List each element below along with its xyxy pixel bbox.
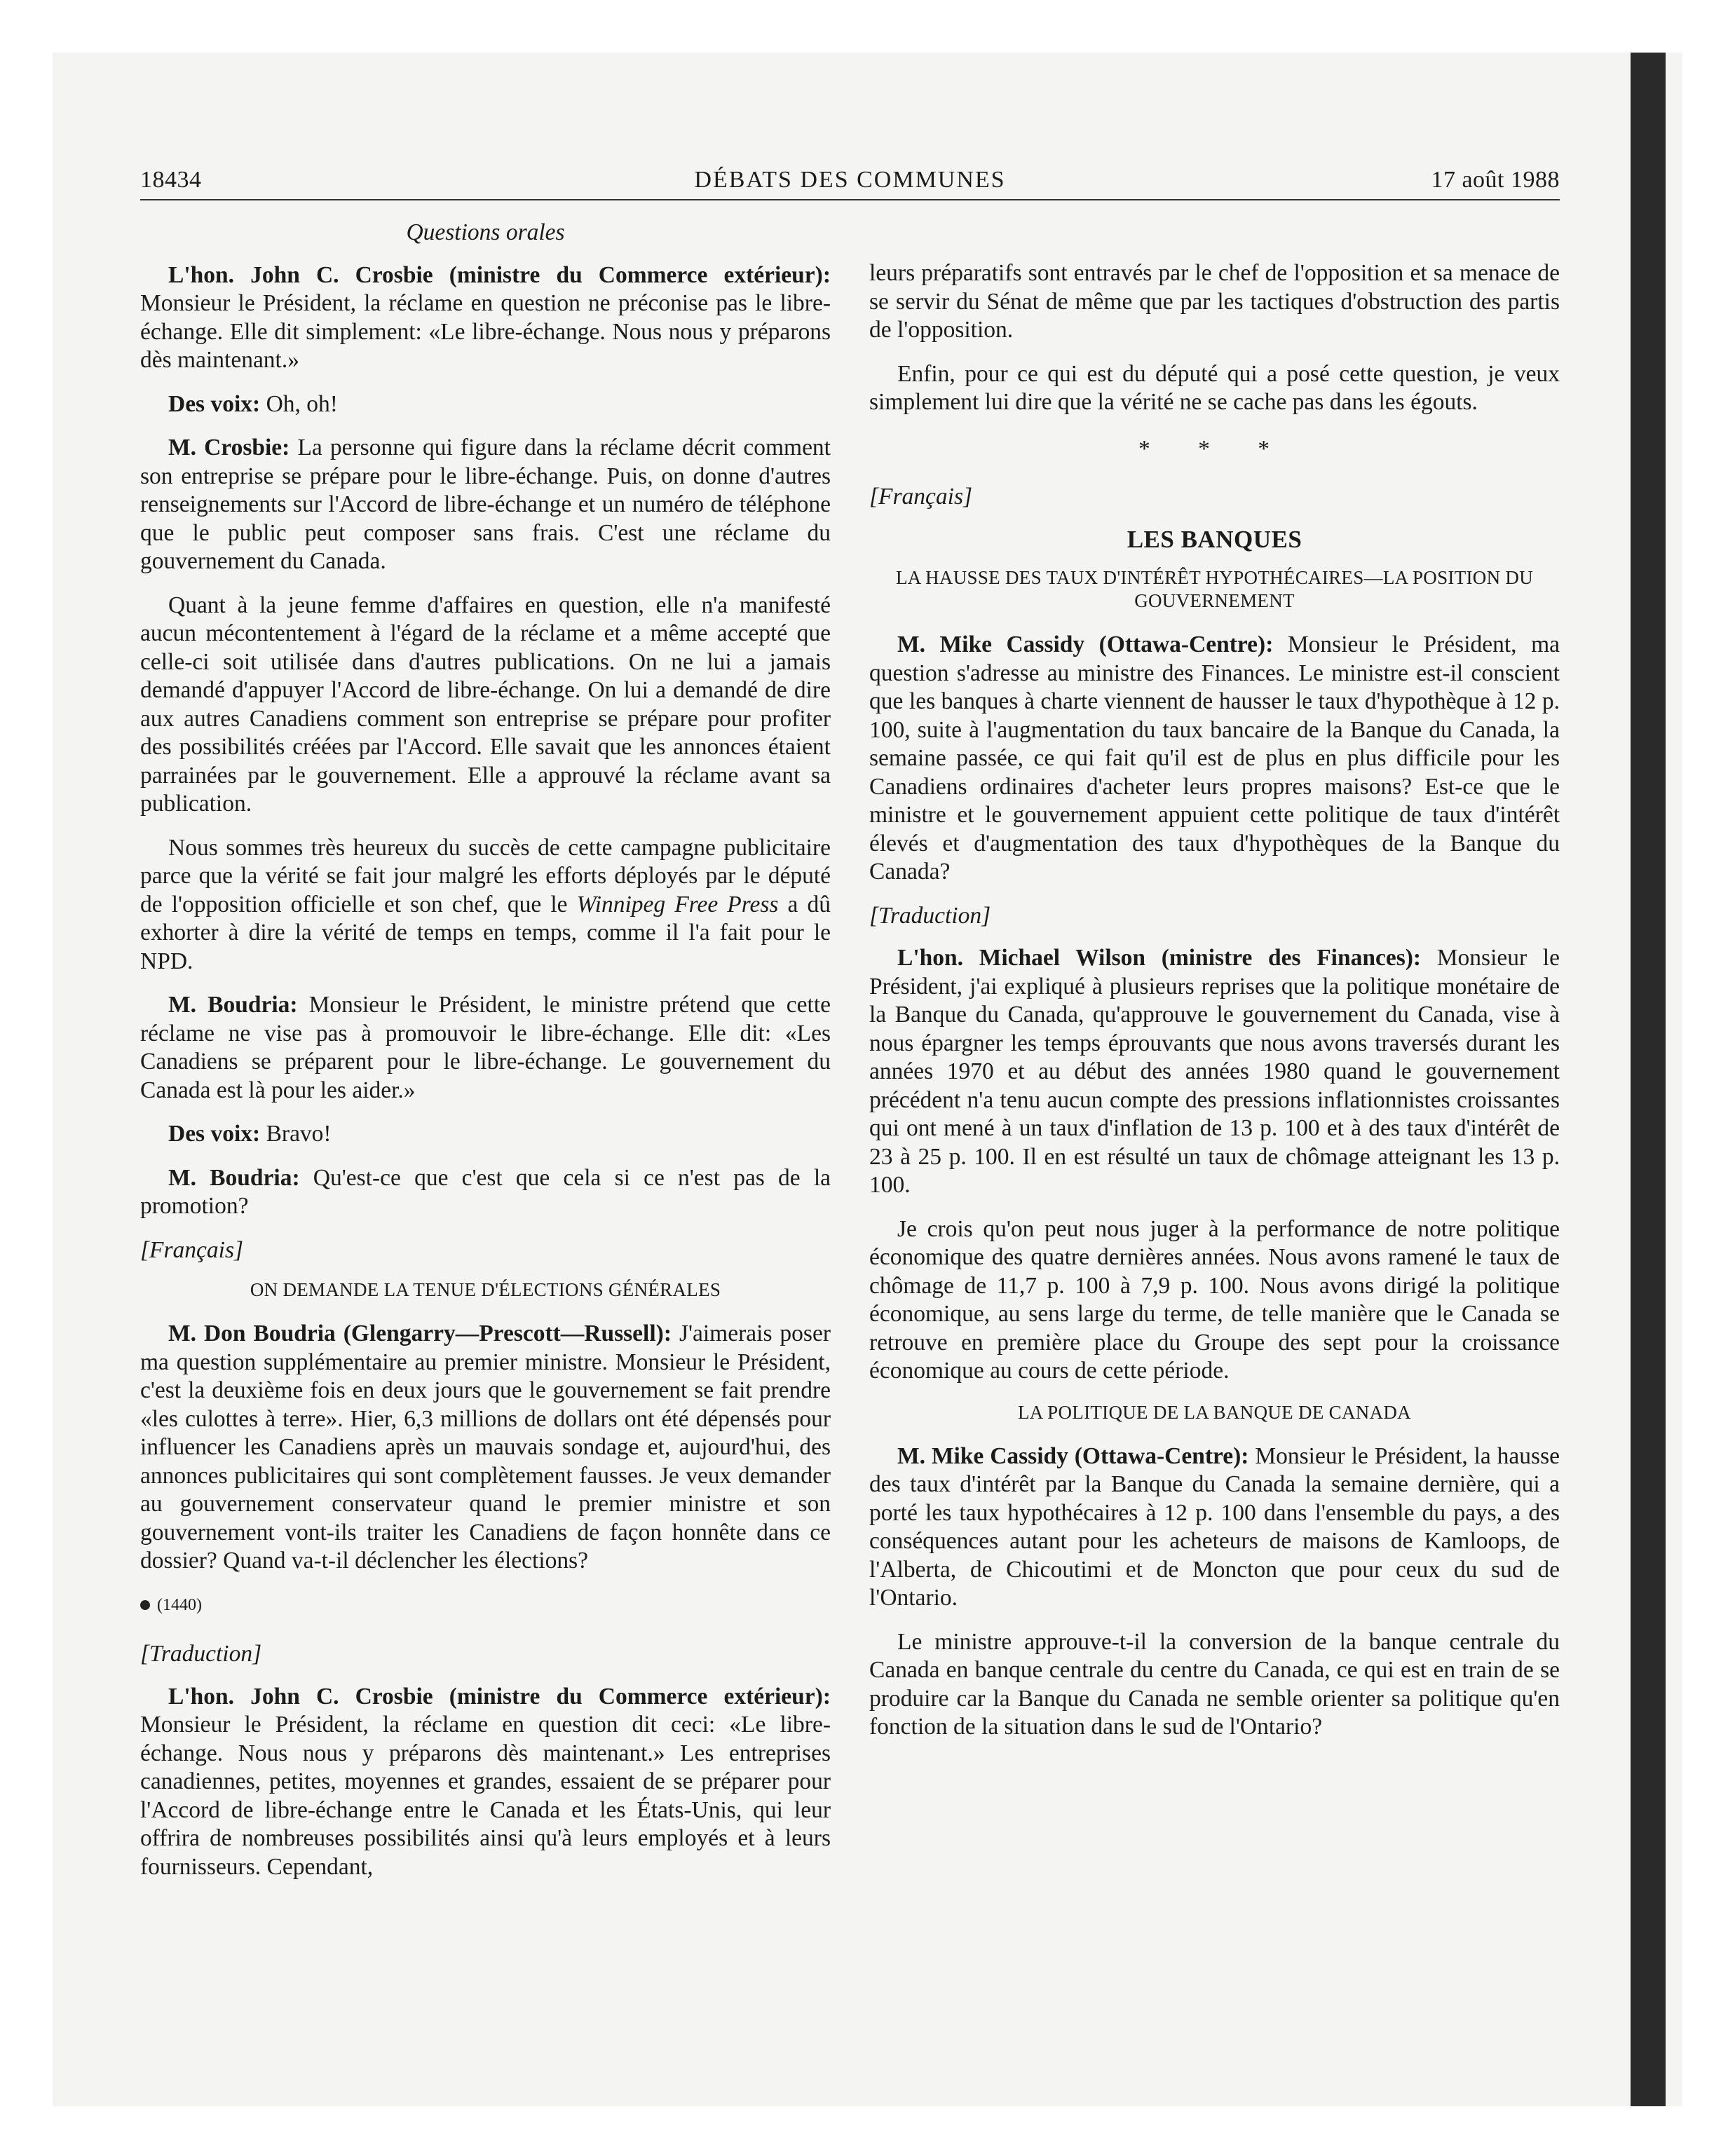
newspaper-title: Winnipeg Free Press: [576, 891, 779, 917]
speech-text: J'aimerais poser ma question supplémentaire au premier ministre. Monsieur le Président, c'est la deuxième fois en deux jours que le gouvernement se fait prendre «les culottes à terre». Hier, 6,3 millions de dollars ont été dépensés pour influencer les Canadiens après un mauvais sondage et, aujourd'hui, des annonces publicitaires qui sont complètement fausses. Je veux demander au gouvernement conservateur quand le premier ministre et son gouvernement vont-ils traiter les Canadiens de façon honnête dans ce dossier? Quand va-t-il déclencher les élections?: [140, 1321, 831, 1574]
language-tag: [Français]: [869, 484, 973, 510]
paragraph: Quant à la jeune femme d'affaires en question, elle n'a manifesté aucun mécontentement à l'égard de la réclame et a même accepté que celle-ci soit utilisée dans d'autres publications. On ne lui a jamais demandé d'appuyer l'Accord de libre-échange. On lui a demandé de dire aux autres Canadiens comment son entreprise se prépare pour profiter des possibilités créées par l'Accord. Elle savait que les annonces étaient parrainées par le gouvernement. Elle a approuvé la réclame avant sa publication.: [140, 592, 831, 817]
speech-text: Qu'est-ce que c'est que cela si ce n'est pas de la promotion?: [140, 1164, 831, 1219]
bullet-icon: [140, 1600, 150, 1610]
speech-text: Monsieur le Président, le ministre prétend que cette réclame ne vise pas à promouvoir le libre-échange. Elle dit: «Les Canadiens se préparent pour le libre-échange. Le gouvernement du Canada est là pour les aider.»: [140, 992, 831, 1103]
paragraph: [140, 390, 831, 419]
page-title: DÉBATS DES COMMUNES: [694, 167, 1006, 193]
paragraph: Le ministre approuve-t-il la conversion de la banque centrale du Canada en banque centrale du centre du Canada, ce qui est en train de se produire car la Banque du Canada ne semble orienter sa politique qu'en fonction de la situation dans le sud de l'Ontario?: [869, 1628, 1560, 1740]
speech-text: Bravo!: [260, 1121, 332, 1147]
paragraph: [140, 991, 831, 1105]
speaker: Des voix:: [168, 1121, 261, 1147]
paragraph: [140, 1120, 831, 1149]
paragraph: [140, 434, 831, 576]
speech-text: La personne qui figure dans la réclame décrit comment son entreprise se prépare pour le libre-échange. Puis, on donne d'autres renseignements sur l'Accord de libre-échange et un numéro de téléphone que le public peut composer sans frais. C'est une réclame du gouvernement du Canada.: [140, 435, 831, 574]
paragraph: Enfin, pour ce qui est du député qui a posé cette question, je veux simplement lui dire que la vérité ne se cache pas dans les égouts.: [869, 360, 1560, 415]
language-tag: [Français]: [140, 1236, 244, 1263]
time-marker: [140, 1591, 831, 1620]
right-column: [869, 259, 1560, 1757]
language-tag: [Traduction]: [869, 902, 991, 929]
main-heading: LES BANQUES: [1127, 525, 1302, 553]
speaker: M. Boudria:: [168, 1164, 300, 1191]
paragraph: [140, 1164, 831, 1221]
paragraph: [140, 261, 831, 375]
left-column: [140, 219, 831, 1897]
speech-text: Monsieur le Président, la réclame en question ne préconise pas le libre-échange. Elle dit simplement: «Le libre-échange. Nous nous y préparons dès maintenant.»: [140, 290, 831, 373]
speaker: L'hon. Michael Wilson (ministre des Finances):: [897, 945, 1422, 971]
speech-text: Oh, oh!: [260, 390, 338, 417]
paragraph: [869, 1442, 1560, 1613]
speaker: L'hon. John C. Crosbie (ministre du Commerce extérieur):: [168, 1683, 831, 1710]
speech-text: Monsieur le Président, ma question s'adresse au ministre des Finances. Le ministre est-il conscient que les banques à charte viennent de hausser le taux d'hypothèque à 12 p. 100, suite à l'augmentation du taux bancaire de la Banque du Canada, la semaine passée, ce qui fait qu'il est de plus en plus difficile pour les Canadiens ordinaires d'acheter leurs propres maisons? Est-ce que le ministre et le gouvernement appuient cette politique de taux d'intérêt élevés et d'augmentation des taux d'hypothèques de la Banque du Canada?: [869, 632, 1560, 885]
page-date: 17 août 1988: [1431, 167, 1560, 193]
paragraph: leurs préparatifs sont entravés par le chef de l'opposition et sa menace de se servir du Sénat de même que par les tactiques d'obstruction des partis de l'opposition.: [869, 260, 1560, 343]
paragraph: Je crois qu'on peut nous juger à la performance de notre politique économique des quatre dernières années. Nous avons ramené le taux de chômage de 11,7 p. 100 à 7,9 p. 100. Nous avons dirigé la politique économique, au sens large du terme, de telle manière que le Canada se retrouve en première place du Groupe des sept pour la croissance économique au cours de cette période.: [869, 1215, 1560, 1384]
language-tag: [Traduction]: [140, 1641, 262, 1667]
subheading: LA POLITIQUE DE LA BANQUE DE CANADA: [1018, 1401, 1411, 1423]
paragraph: [869, 631, 1560, 887]
subheading: ON DEMANDE LA TENUE D'ÉLECTIONS GÉNÉRALES: [250, 1279, 721, 1300]
paragraph: [140, 1320, 831, 1576]
time-label: (1440): [157, 1595, 202, 1614]
section-heading: Questions orales: [406, 219, 565, 245]
speech-text: Monsieur le Président, la hausse des taux d'intérêt par la Banque du Canada la semaine dernière, qui a porté les taux hypothécaires à 12 p. 100 dans l'ensemble du pays, a des conséquences autant pour les acheteurs de maisons de Kamloops, de l'Alberta, de Chicoutimi et de Moncton que pour ceux du sud de l'Ontario.: [869, 1442, 1560, 1611]
speaker: Des voix:: [168, 390, 261, 417]
header-rule: [140, 199, 1560, 200]
section-separator: * * *: [1138, 435, 1291, 462]
speech-text: a dû exhorter à dire la vérité de temps en temps, comme il l'a fait pour le NPD.: [140, 891, 831, 974]
speaker: M. Mike Cassidy (Ottawa-Centre):: [897, 632, 1274, 657]
speaker: L'hon. John C. Crosbie (ministre du Commerce extérieur):: [168, 261, 831, 288]
speaker: M. Boudria:: [168, 992, 298, 1018]
speaker: M. Mike Cassidy (Ottawa-Centre):: [897, 1442, 1249, 1469]
paragraph: [140, 834, 831, 976]
speech-text: Monsieur le Président, la réclame en question dit ceci: «Le libre-échange. Nous nous y préparons dès maintenant.» Les entreprises canadiennes, petites, moyennes et grandes, essaient de se préparer pour l'Accord de libre-échange entre le Canada et les États-Unis, qui leur offrira de nombreuses possibilités ainsi qu'à leurs employés et à leurs fournisseurs. Cependant,: [140, 1712, 831, 1880]
paragraph: [869, 944, 1560, 1200]
subheading: LA HAUSSE DES TAUX D'INTÉRÊT HYPOTHÉCAIRES—LA POSITION DU GOUVERNEMENT: [895, 567, 1534, 611]
page-binding-edge: [1631, 53, 1666, 2106]
page-header: [140, 167, 1560, 198]
speaker: M. Crosbie:: [168, 435, 290, 460]
paragraph: [140, 1683, 831, 1882]
speech-text: Monsieur le Président, j'ai expliqué à plusieurs reprises que la politique monétaire de la Banque du Canada, qu'approuve le gouvernement du Canada, vise à nous épargner les temps éprouvants que nous avons traversés durant les années 1970 et au début des années 1980 quand le gouvernement précédent n'a tenu aucun compte des pressions inflationnistes croissantes qui ont mené à un taux d'inflation de 13 p. 100 et à des taux d'intérêt de 23 à 25 p. 100. Il en est résulté un taux de chômage atteignant les 13 p. 100.: [869, 945, 1560, 1198]
speaker: M. Don Boudria (Glengarry—Prescott—Russell):: [168, 1321, 672, 1346]
speech-text: Nous sommes très heureux du succès de cette campagne publicitaire parce que la vérité se fait jour malgré les efforts déployés par le député de l'opposition officielle et son chef, que le: [140, 834, 831, 917]
page-number: 18434: [140, 167, 202, 193]
